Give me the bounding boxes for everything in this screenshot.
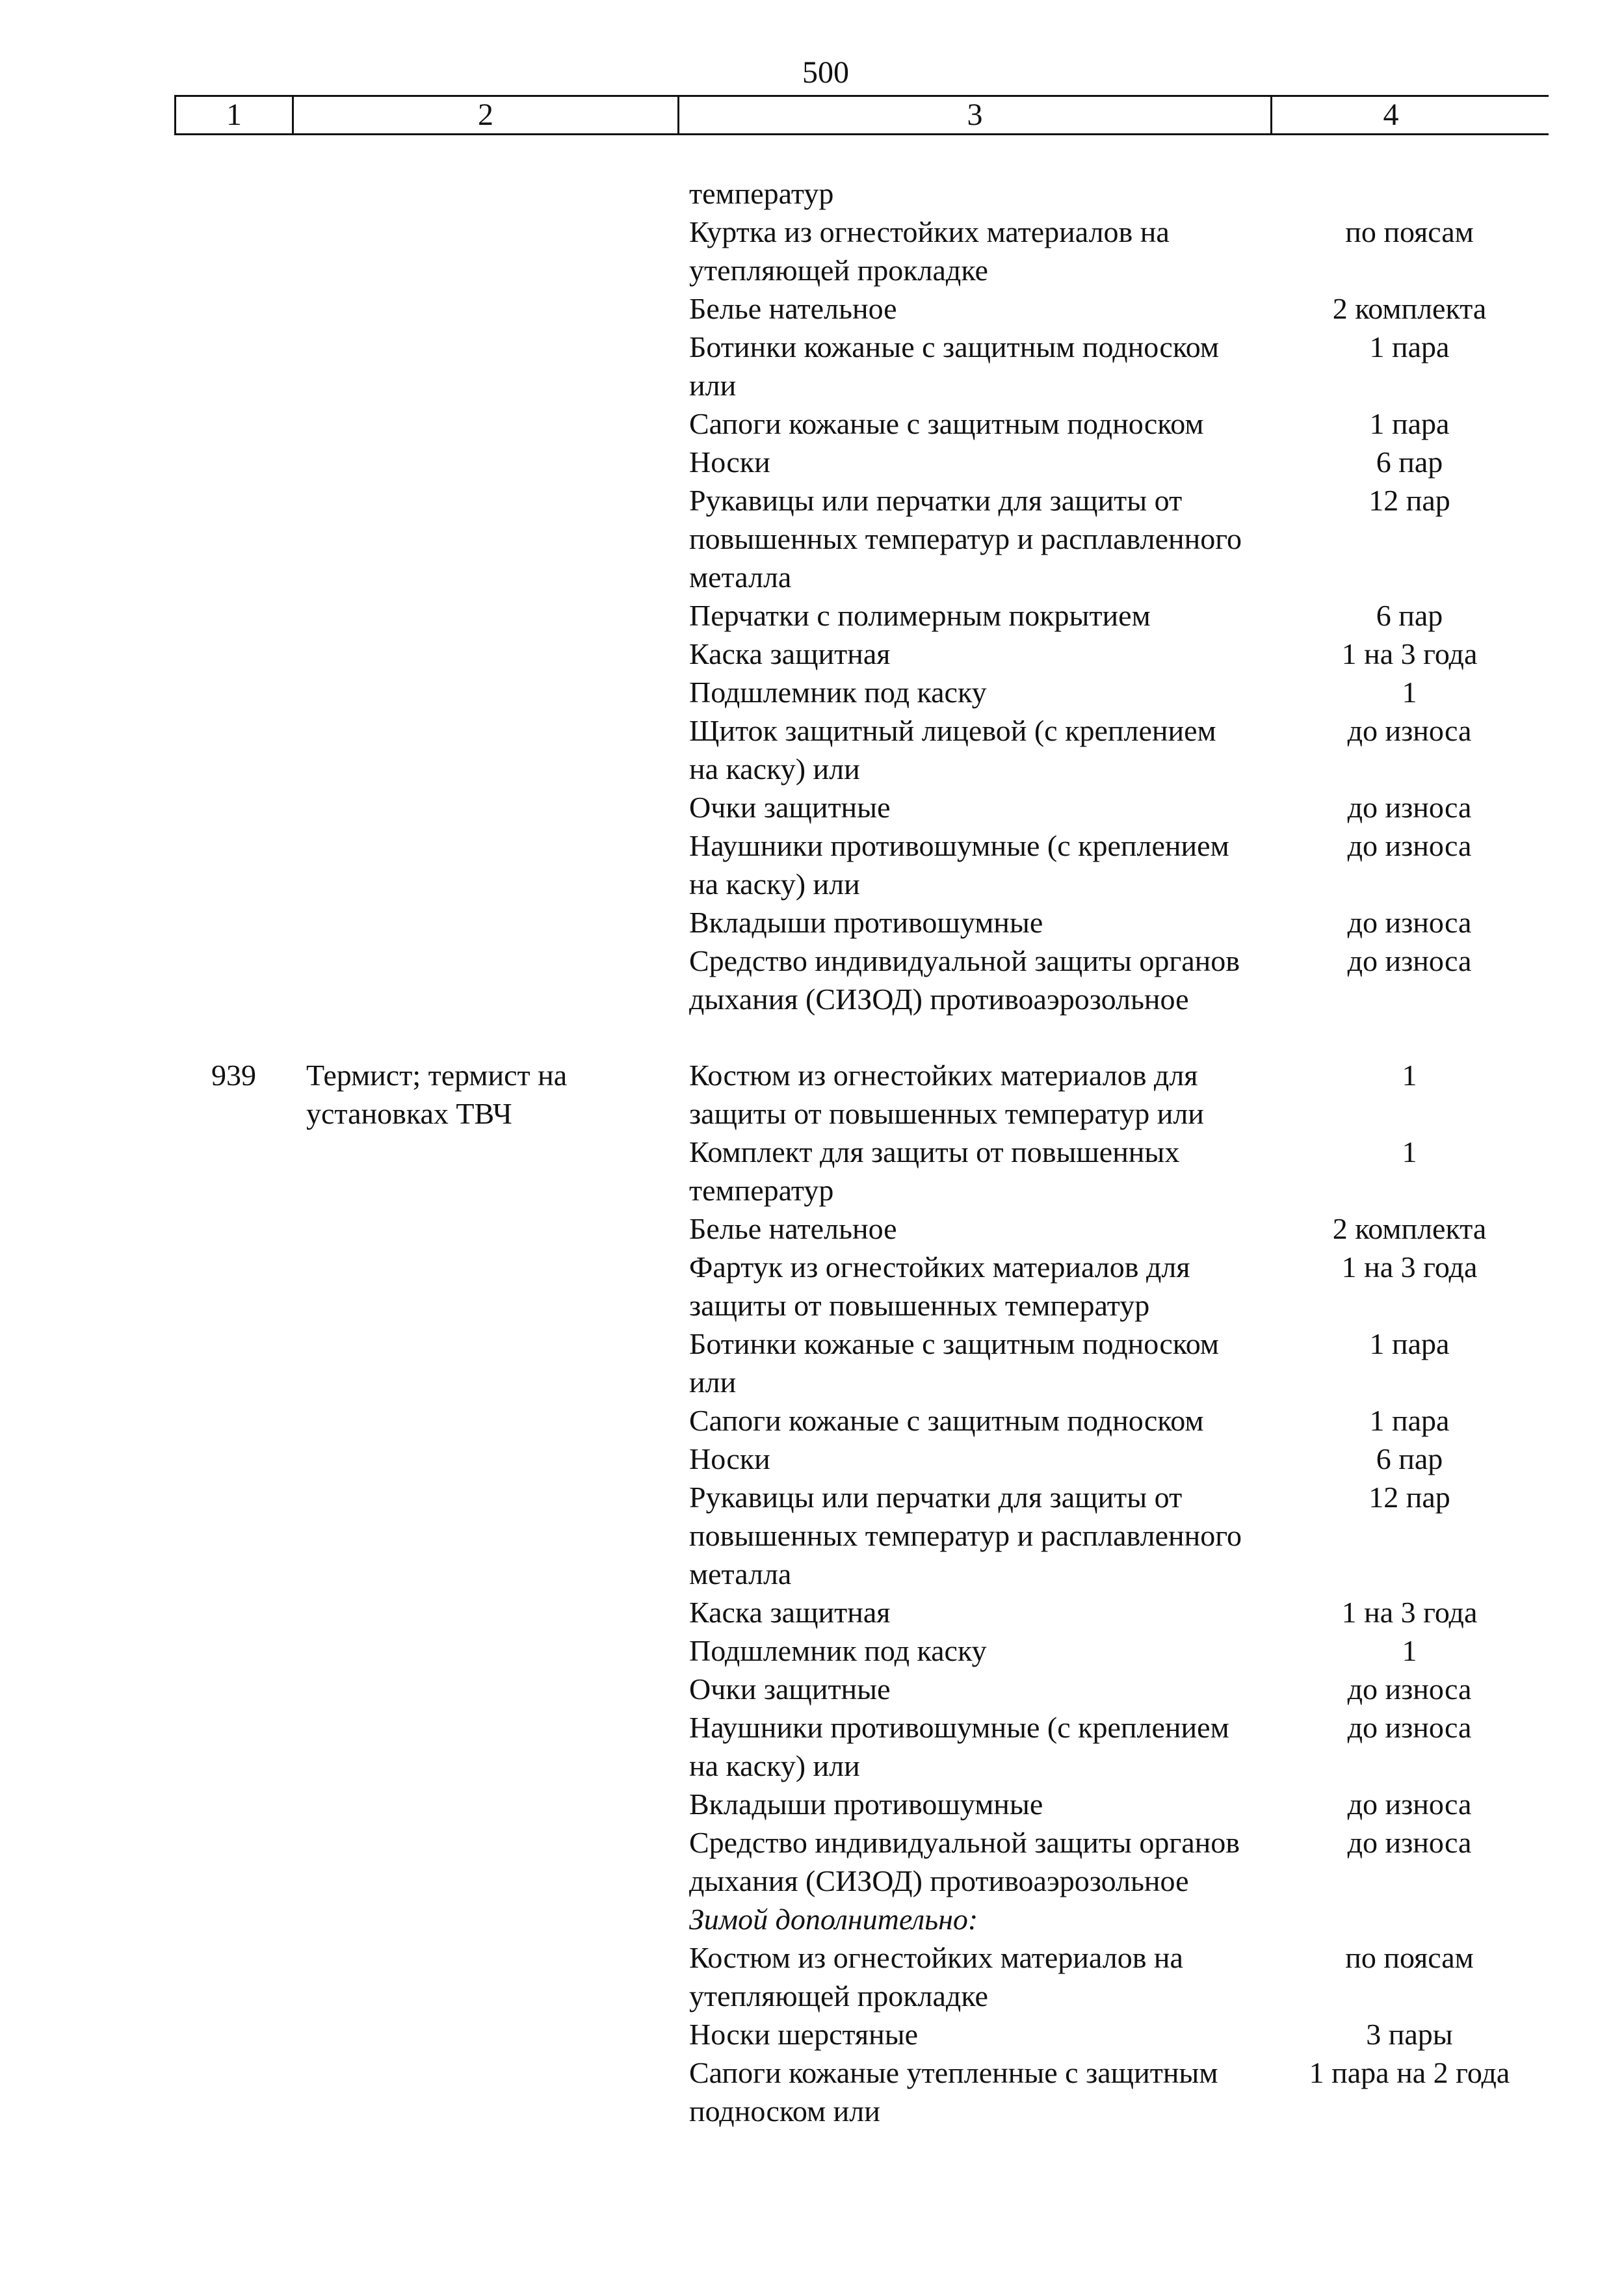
table-row — [677, 1056, 1549, 1133]
item-name: Ботинки кожаные с защитным подноском или — [689, 1327, 1220, 1399]
item-name: Сапоги кожаные с защитным подноском — [689, 1404, 1204, 1437]
item-norm: 1 пара — [1369, 1404, 1450, 1437]
table-row — [677, 1900, 1549, 1938]
table-row — [677, 1248, 1549, 1325]
entry-number: 939 — [211, 1059, 256, 1092]
item-name: Подшлемник под каску — [689, 1634, 987, 1667]
item-name: Куртка из огнестойких материалов на утепляющей прокладке — [689, 215, 1170, 287]
item-name: Зимой дополнительно: — [689, 1903, 978, 1936]
item-list — [677, 174, 1549, 1018]
item-norm: 2 комплекта — [1332, 1212, 1487, 1245]
item-name: Носки — [689, 1442, 770, 1475]
table-row — [677, 404, 1549, 443]
page-number: 500 — [802, 55, 849, 90]
table-row — [677, 1708, 1549, 1785]
table-row — [677, 1133, 1549, 1209]
header-col-2: 2 — [294, 97, 679, 133]
item-norm: до износа — [1347, 714, 1472, 747]
table-row — [677, 711, 1549, 788]
item-name: Каска защитная — [689, 1596, 891, 1629]
item-name: Сапоги кожаные с защитным подноском — [689, 407, 1204, 440]
item-norm: до износа — [1347, 829, 1472, 862]
item-norm: до износа — [1347, 1672, 1472, 1706]
item-norm: до износа — [1347, 1788, 1472, 1821]
table-row — [677, 481, 1549, 596]
table-row — [677, 596, 1549, 635]
item-norm: до износа — [1347, 906, 1472, 939]
item-name: Сапоги кожаные утепленные с защитным подноском или — [689, 2056, 1218, 2128]
table-body — [174, 174, 1549, 2130]
item-list — [677, 1056, 1549, 2130]
item-name: Наушники противошумные (с креплением на каску) или — [689, 1711, 1229, 1782]
item-norm: 12 пар — [1369, 484, 1450, 517]
item-norm: до износа — [1347, 944, 1472, 977]
item-norm: по поясам — [1345, 215, 1474, 248]
item-norm: 2 комплекта — [1332, 292, 1487, 325]
header-col-4: 4 — [1383, 98, 1399, 132]
item-name: Наушники противошумные (с креплением на каску) или — [689, 829, 1229, 901]
table-row — [677, 1631, 1549, 1670]
table-row — [677, 635, 1549, 673]
item-name: Подшлемник под каску — [689, 676, 987, 709]
header-col-3: 3 — [679, 97, 1272, 133]
item-name: Рукавицы или перчатки для защиты от повышенных температур и расплавленного металла — [689, 484, 1242, 594]
table-row — [677, 328, 1549, 404]
table-row — [677, 443, 1549, 481]
item-name: Каска защитная — [689, 637, 891, 670]
item-name: Перчатки с полимерным покрытием — [689, 599, 1151, 632]
item-norm: до износа — [1347, 791, 1472, 824]
table-row — [677, 942, 1549, 1018]
item-norm: 1 на 3 года — [1341, 1250, 1478, 1284]
item-name: Щиток защитный лицевой (с креплением на каску) или — [689, 714, 1216, 785]
table-row — [677, 174, 1549, 213]
table-row — [677, 1785, 1549, 1823]
table-row — [677, 2053, 1549, 2130]
table-row — [677, 1401, 1549, 1440]
table-row — [677, 788, 1549, 826]
table-row — [677, 1938, 1549, 2015]
item-norm: до износа — [1347, 1711, 1472, 1744]
item-name: Белье нательное — [689, 1212, 897, 1245]
item-norm: 6 пар — [1376, 1442, 1443, 1475]
item-name: Белье нательное — [689, 292, 897, 325]
item-norm: 1 пара — [1369, 407, 1450, 440]
item-name: Носки — [689, 445, 770, 479]
item-name: Фартук из огнестойких материалов для защиты от повышенных температур — [689, 1250, 1190, 1322]
item-name: Рукавицы или перчатки для защиты от повышенных температур и расплавленного металла — [689, 1481, 1242, 1590]
table-row — [677, 1593, 1549, 1631]
item-name: Ботинки кожаные с защитным подноском или — [689, 330, 1220, 402]
table-header — [174, 95, 1549, 135]
item-norm: 1 пара — [1369, 330, 1450, 363]
item-norm: 3 пары — [1366, 2018, 1453, 2051]
item-name: Вкладыши противошумные — [689, 1788, 1043, 1821]
item-norm: 1 на 3 года — [1341, 637, 1478, 670]
table-row — [677, 1670, 1549, 1708]
item-norm: 1 на 3 года — [1341, 1596, 1478, 1629]
item-norm: 1 — [1402, 1059, 1417, 1092]
table-row — [677, 673, 1549, 711]
item-name: Очки защитные — [689, 791, 891, 824]
continuation-entry — [174, 174, 1549, 1018]
item-name: Вкладыши противошумные — [689, 906, 1043, 939]
table-row — [677, 213, 1549, 289]
table-row — [677, 1478, 1549, 1593]
item-name: Комплект для защиты от повышенных температур — [689, 1135, 1180, 1207]
item-norm: 1 — [1402, 676, 1417, 709]
item-name: Костюм из огнестойких материалов на утепляющей прокладке — [689, 1941, 1183, 2012]
item-name: Средство индивидуальной защиты органов дыхания (СИЗОД) противоаэрозольное — [689, 1826, 1240, 1897]
header-col-1: 1 — [176, 97, 294, 133]
item-name: Очки защитные — [689, 1672, 891, 1706]
table-row — [677, 289, 1549, 328]
table-row — [677, 2015, 1549, 2053]
item-norm: 6 пар — [1376, 599, 1443, 632]
item-name: Носки шерстяные — [689, 2018, 919, 2051]
item-norm: 1 — [1402, 1634, 1417, 1667]
item-norm: 6 пар — [1376, 445, 1443, 479]
table-row — [677, 1823, 1549, 1900]
item-name: Костюм из огнестойких материалов для защиты от повышенных температур или — [689, 1059, 1204, 1130]
entry-profession: Термист; термист на установках ТВЧ — [306, 1059, 568, 1130]
item-norm: 1 пара — [1369, 1327, 1450, 1360]
item-norm: 12 пар — [1369, 1481, 1450, 1514]
item-norm: 1 пара на 2 года — [1309, 2056, 1510, 2089]
table-row — [677, 1325, 1549, 1401]
item-norm: по поясам — [1345, 1941, 1474, 1974]
item-name: Средство индивидуальной защиты органов дыхания (СИЗОД) противоаэрозольное — [689, 944, 1240, 1016]
entry-939 — [174, 1056, 1549, 2130]
item-norm: 1 — [1402, 1135, 1417, 1168]
table-row — [677, 1440, 1549, 1478]
item-norm: до износа — [1347, 1826, 1472, 1859]
table-row — [677, 903, 1549, 942]
item-name: температур — [689, 177, 834, 210]
table-row — [677, 1209, 1549, 1248]
table-row — [677, 826, 1549, 903]
